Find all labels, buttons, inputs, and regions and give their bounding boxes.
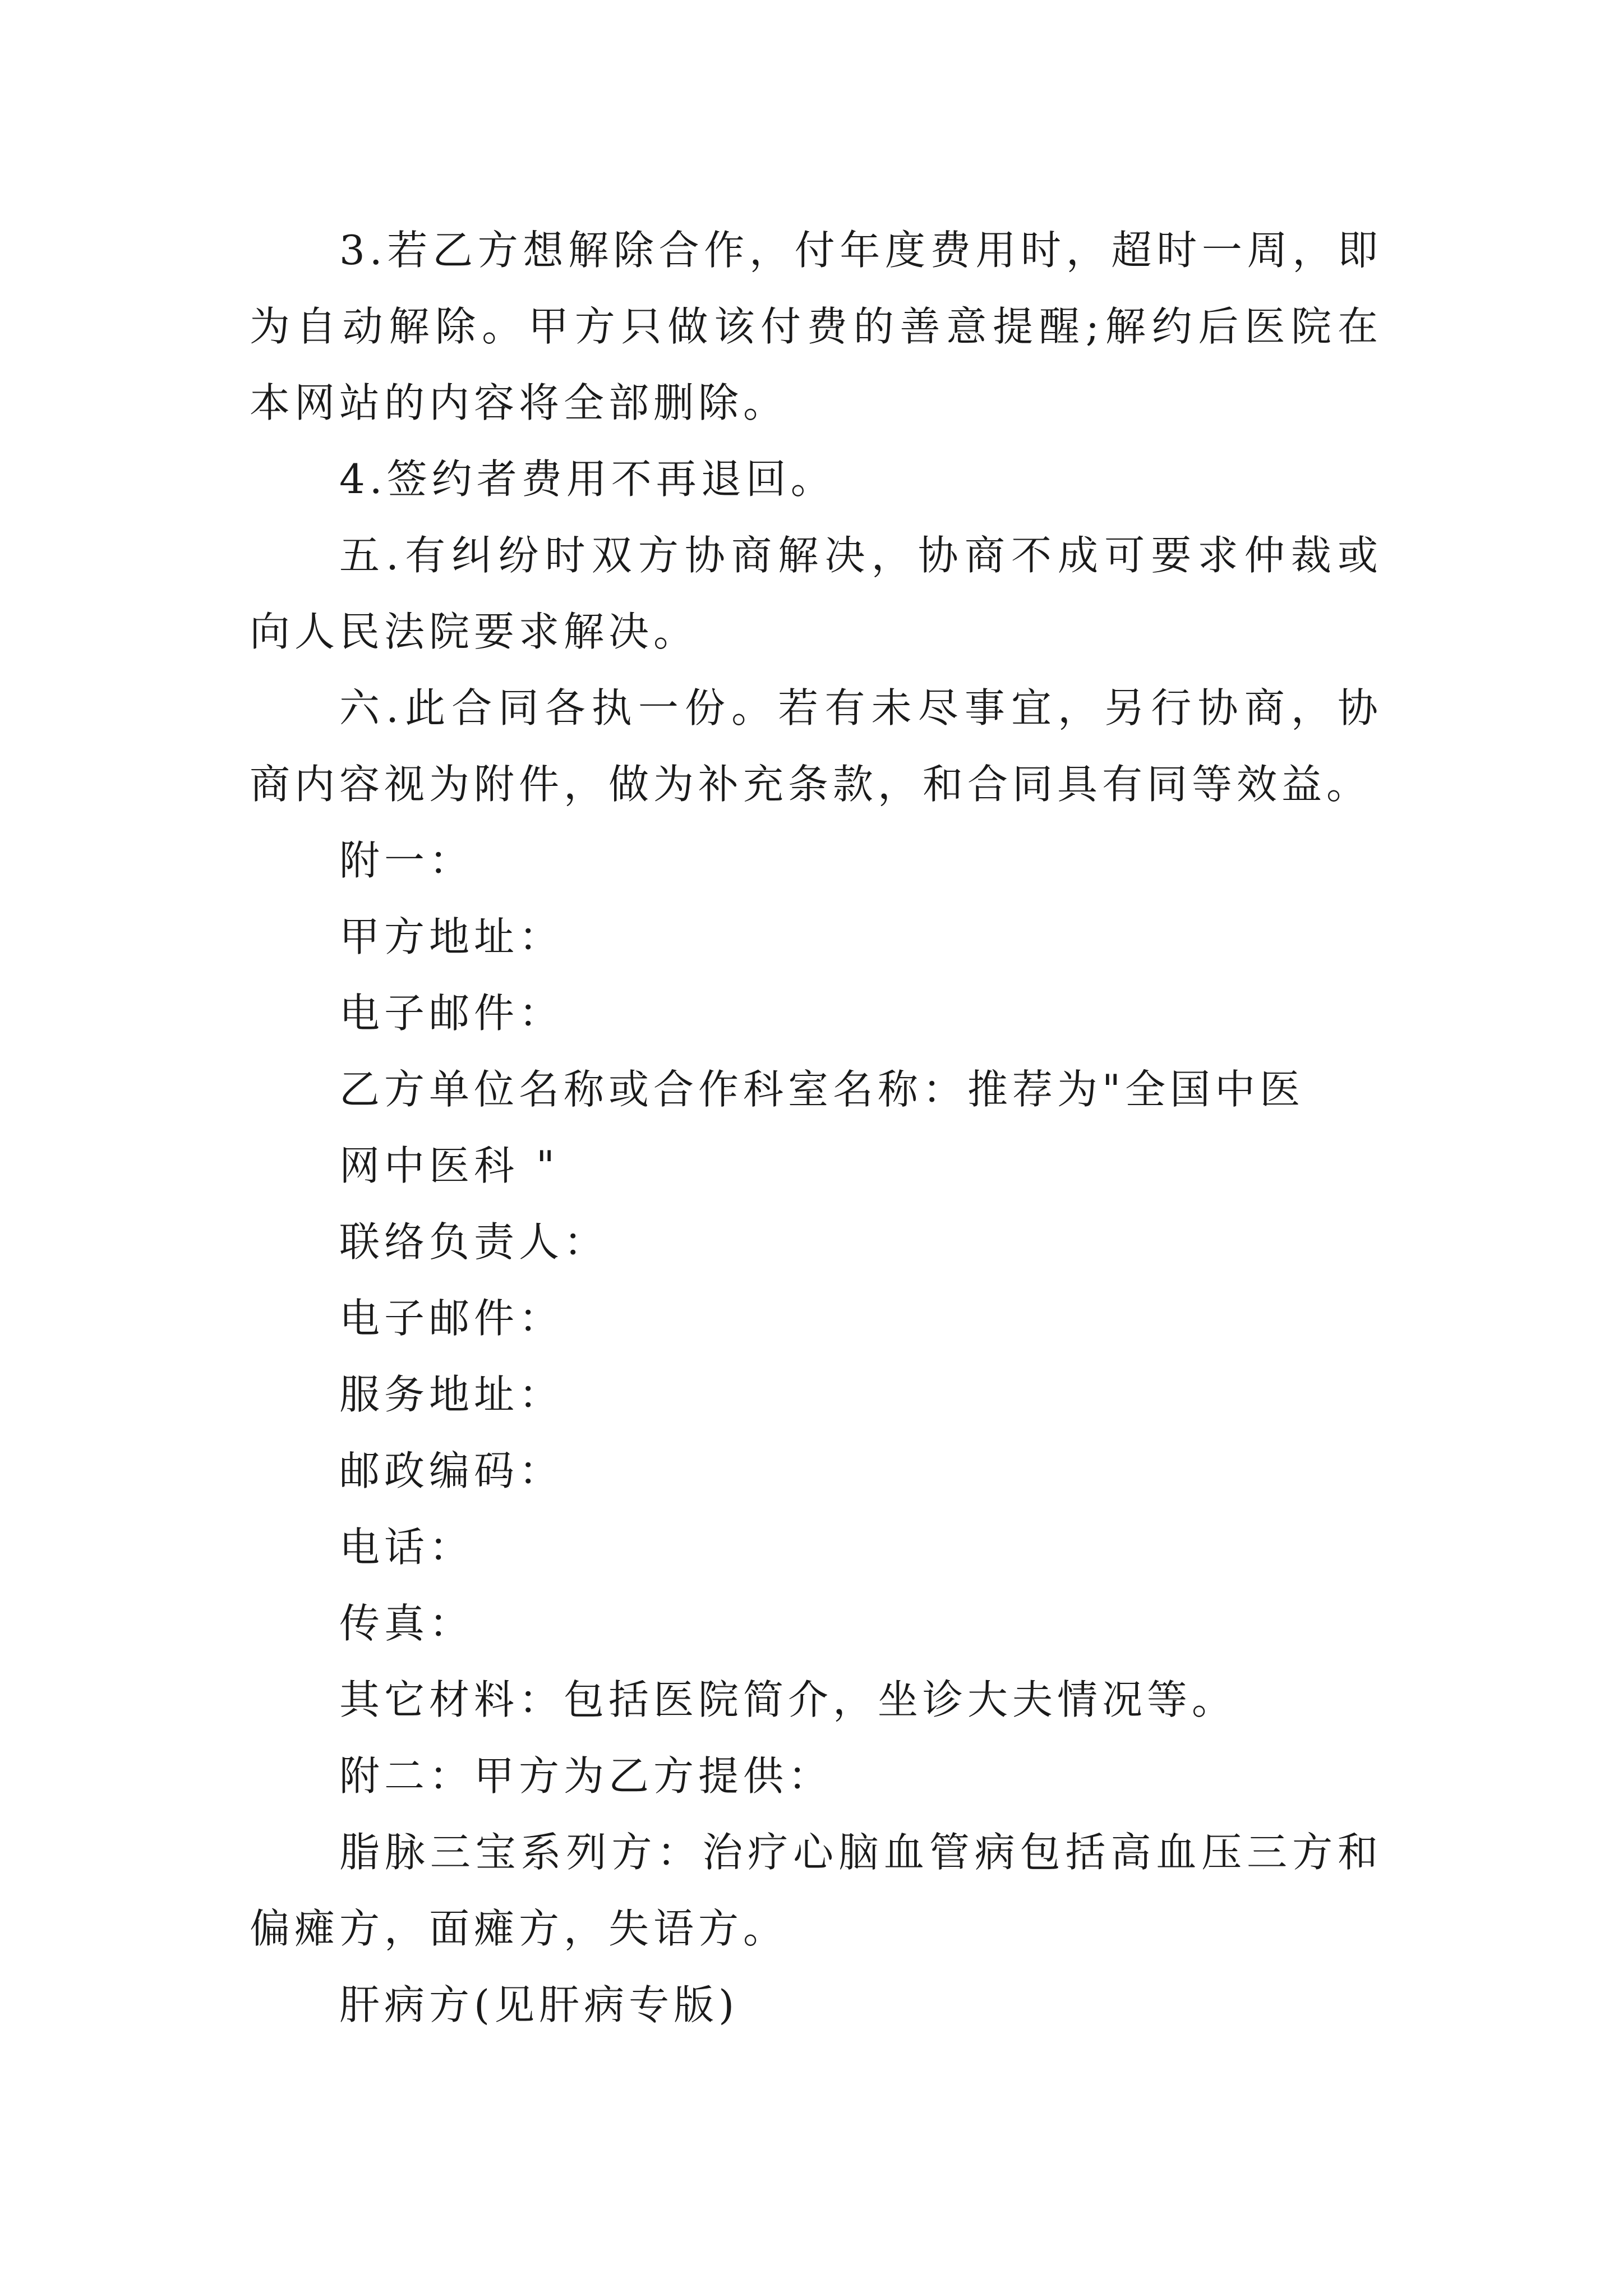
party-a-address: 甲方地址：: [339, 913, 564, 960]
liver-prescription: 肝病方(见肝病专版): [339, 1981, 739, 2028]
appendix-2-heading: 附二：甲方为乙方提供：: [339, 1752, 833, 1800]
clause-3-termination: 3.若乙方想解除合作，付年度费用时，超时一周，即为自动解除。甲方只做该付费的善意提醒;解约后医院在本网站的内容将全部删除。: [250, 227, 1382, 426]
party-b-unit-name: 乙方单位名称或合作科室名称：推荐为"全国中医: [339, 1066, 1305, 1113]
clause-6-copies: 六.此合同各执一份。若有未尽事宜，另行协商，协商内容视为附件，做为补充条款，和合同具有同等效益。: [250, 684, 1382, 808]
appendix-1-heading: 附一：: [339, 837, 474, 884]
prescription-series: 脂脉三宝系列方：治疗心脑血管病包括高血压三方和偏瘫方，面瘫方，失语方。: [250, 1829, 1382, 1952]
contact-person: 联络负责人：: [339, 1218, 609, 1266]
party-b-email: 电子邮件：: [339, 1295, 564, 1342]
document-body: [250, 212, 1382, 2043]
service-address: 服务地址：: [339, 1371, 564, 1418]
clause-5-disputes: 五.有纠纷时双方协商解决，协商不成可要求仲裁或向人民法院要求解决。: [250, 532, 1382, 655]
fax: 传真：: [339, 1600, 474, 1647]
postal-code: 邮政编码：: [339, 1447, 564, 1494]
telephone: 电话：: [339, 1524, 474, 1571]
clause-4-no-refund: 4.签约者费用不再退回。: [339, 455, 836, 503]
other-materials: 其它材料：包括医院简介，坐诊大夫情况等。: [339, 1676, 1237, 1723]
party-b-unit-name-cont: 网中医科 ": [339, 1142, 560, 1189]
party-a-email: 电子邮件：: [339, 990, 564, 1037]
